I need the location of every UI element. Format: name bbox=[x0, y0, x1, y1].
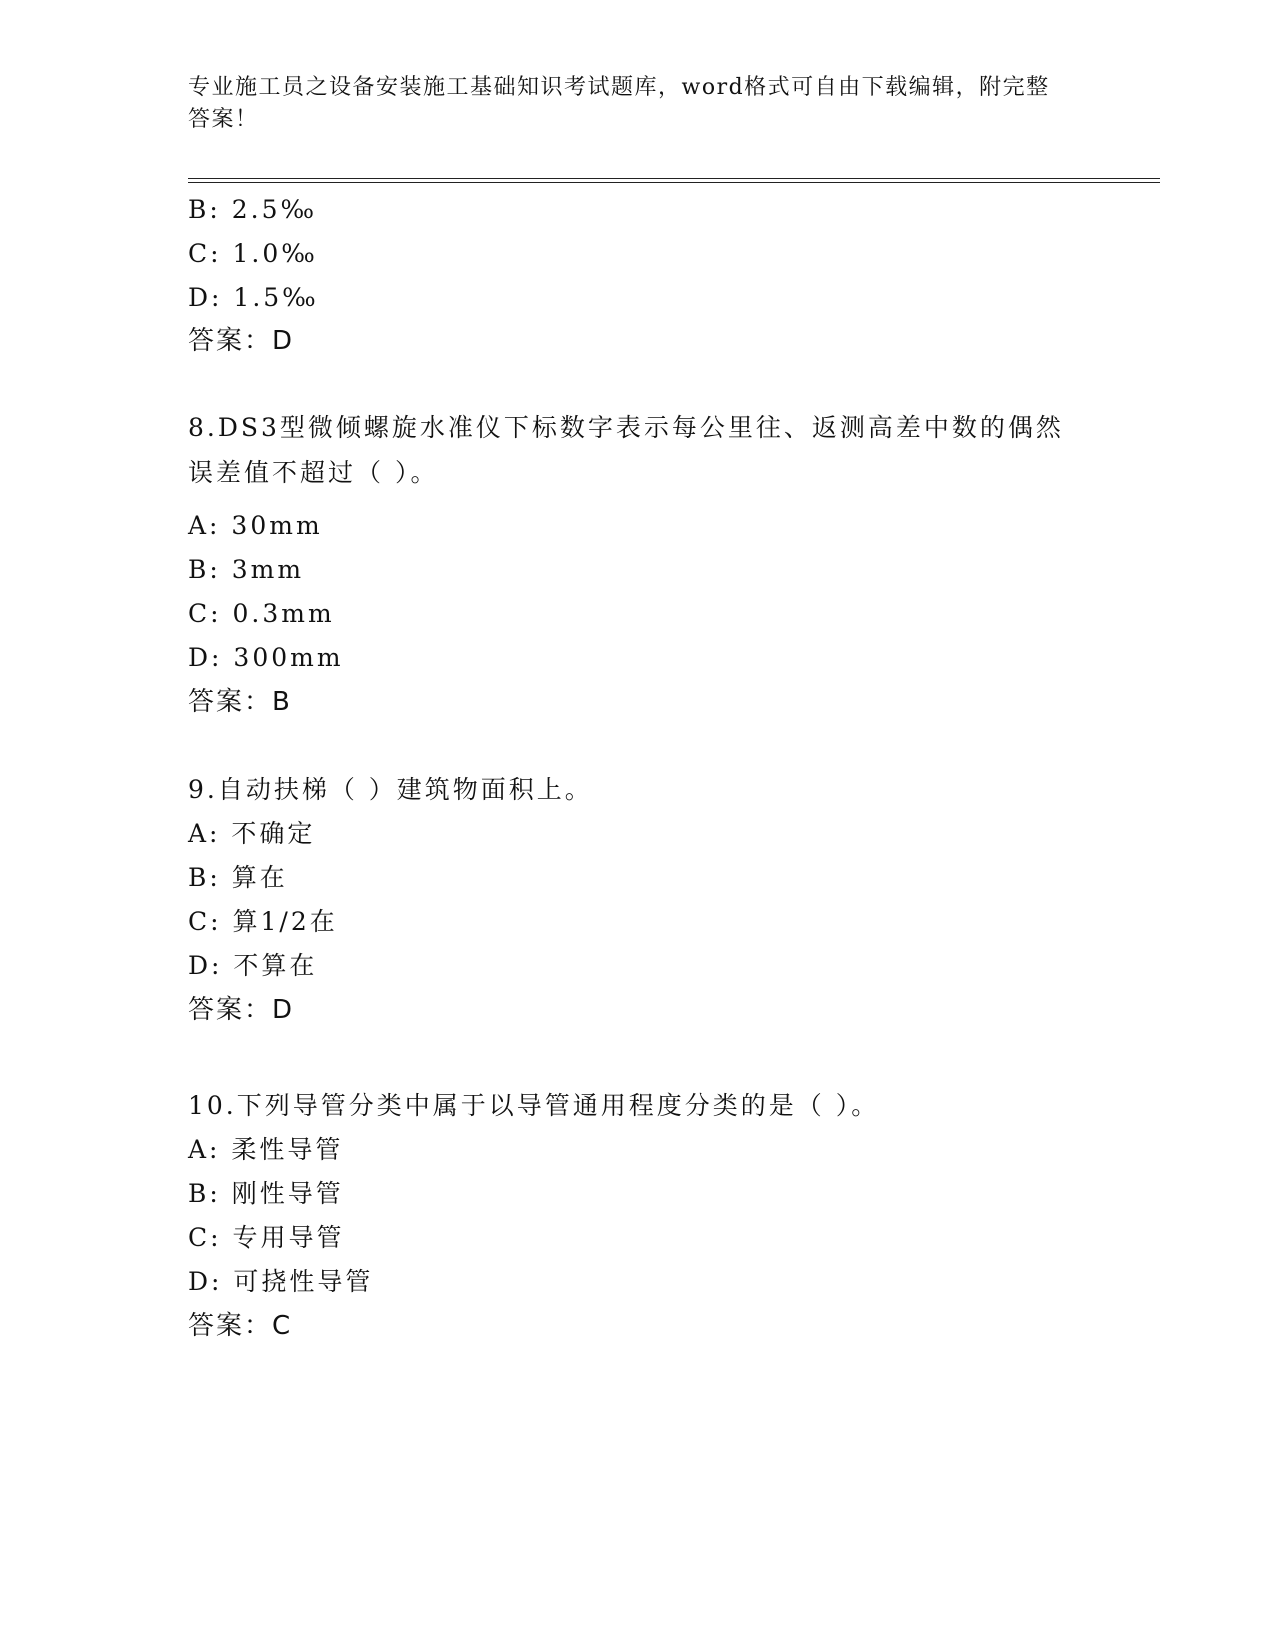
option-a: A: 柔性导管 bbox=[188, 1135, 344, 1164]
option-d: D: 不算在 bbox=[188, 951, 318, 980]
answer-line: 答案：B bbox=[188, 687, 292, 717]
question-stem: 8.DS3型微倾螺旋水准仪下标数字表示每公里往、返测高差中数的偶然误差值不超过（ ）。 bbox=[188, 413, 1064, 487]
question-stem: 10.下列导管分类中属于以导管通用程度分类的是（ ）。 bbox=[188, 1091, 880, 1120]
option-c: C: 1.0‰ bbox=[188, 239, 318, 268]
option-c: C: 专用导管 bbox=[188, 1223, 345, 1252]
option-d: D: 可挠性导管 bbox=[188, 1267, 374, 1296]
document-header-title: 专业施工员之设备安装施工基础知识考试题库，word格式可自由下载编辑，附完整答案！ bbox=[188, 75, 1050, 132]
answer-line: 答案：C bbox=[188, 1311, 293, 1341]
question-stem: 9.自动扶梯（ ）建筑物面积上。 bbox=[188, 775, 593, 804]
option-b: B: 算在 bbox=[188, 863, 288, 892]
option-a: A: 30mm bbox=[188, 511, 323, 540]
header-divider-top bbox=[188, 178, 1160, 179]
option-c: C: 0.3mm bbox=[188, 599, 335, 628]
option-b: B: 3mm bbox=[188, 555, 305, 584]
option-d: D: 1.5‰ bbox=[188, 283, 319, 312]
answer-line: 答案：D bbox=[188, 995, 295, 1025]
header-divider-bottom bbox=[188, 182, 1160, 183]
option-a: A: 不确定 bbox=[188, 819, 316, 848]
option-b: B: 2.5‰ bbox=[188, 195, 318, 224]
option-c: C: 算1/2在 bbox=[188, 907, 338, 936]
option-b: B: 刚性导管 bbox=[188, 1179, 344, 1208]
answer-line: 答案：D bbox=[188, 326, 295, 356]
option-d: D: 300mm bbox=[188, 643, 344, 672]
